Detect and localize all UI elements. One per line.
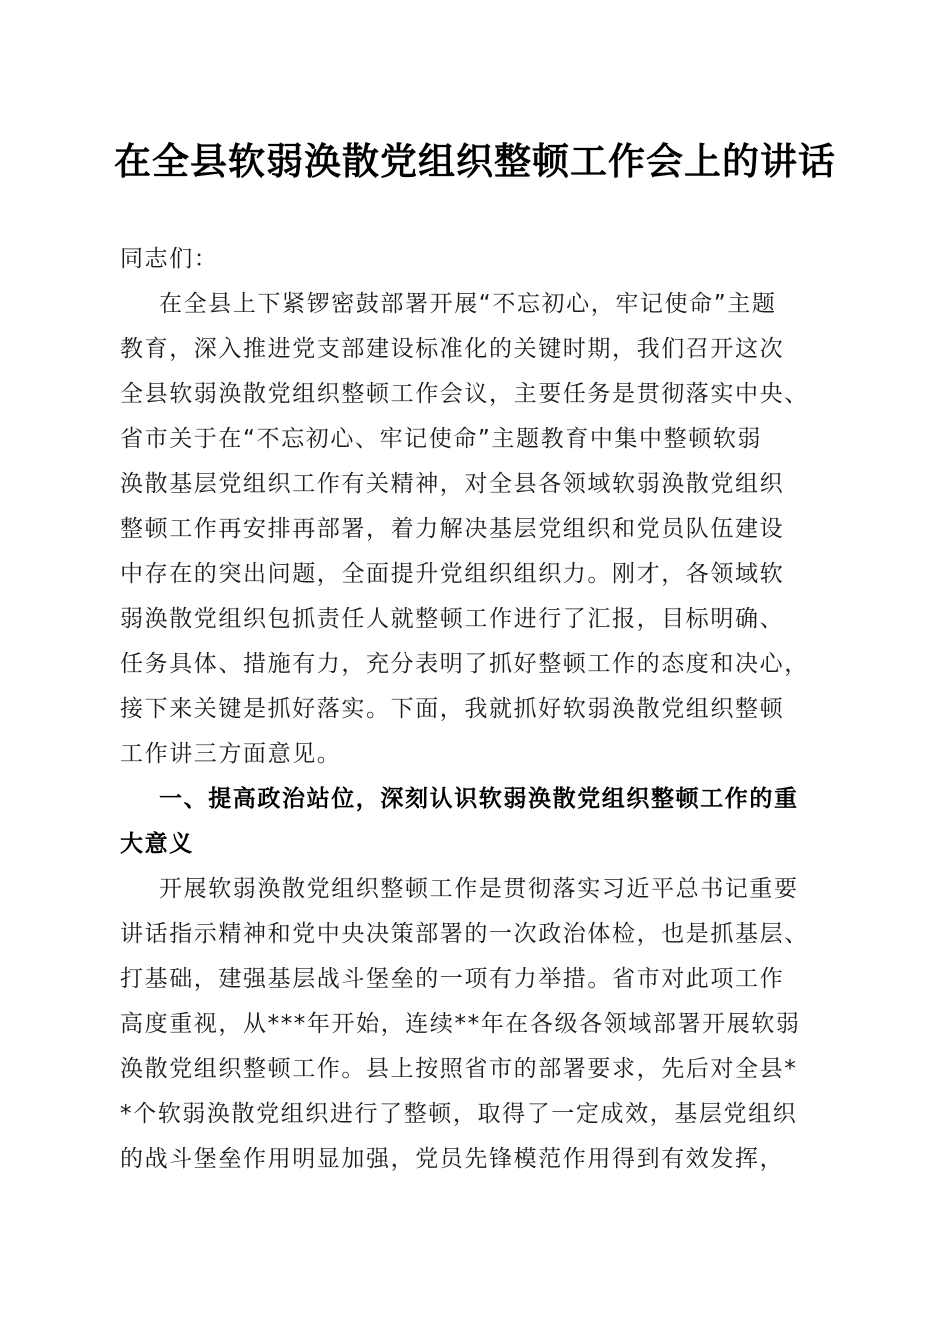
paragraph-line: 教育，深入推进党支部建设标准化的关键时期，我们召开这次 <box>120 336 785 362</box>
paragraph-line: 接下来关键是抓好落实。下面，我就抓好软弱涣散党组织整顿 <box>120 696 785 722</box>
paragraph-line: 高度重视，从***年开始，连续**年在各级各领域部署开展软弱 <box>120 1011 801 1037</box>
paragraph-line: 在全县上下紧锣密鼓部署开展“不忘初心，牢记使命”主题 <box>159 291 777 317</box>
paragraph-2 <box>120 867 840 1182</box>
salutation-text: 同志们： <box>120 246 219 272</box>
paragraph-line: 讲话指示精神和党中央决策部署的一次政治体检，也是抓基层、 <box>120 921 809 947</box>
paragraph-line: *个软弱涣散党组织进行了整顿，取得了一定成效，基层党组织 <box>120 1101 798 1127</box>
paragraph-line: 的战斗堡垒作用明显加强，党员先锋模范作用得到有效发挥， <box>120 1146 785 1172</box>
paragraph-line: 省市关于在“不忘初心、牢记使命”主题教育中集中整顿软弱 <box>120 426 763 452</box>
paragraph-line: 中存在的突出问题，全面提升党组织组织力。刚才，各领域软 <box>120 561 785 587</box>
paragraph-line: 工作讲三方面意见。 <box>120 741 342 767</box>
paragraph-line: 全县软弱涣散党组织整顿工作会议，主要任务是贯彻落实中央、 <box>120 381 809 407</box>
paragraph-line: 整顿工作再安排再部署，着力解决基层党组织和党员队伍建设 <box>120 516 785 542</box>
paragraph-line: 弱涣散党组织包抓责任人就整顿工作进行了汇报，目标明确、 <box>120 606 785 632</box>
paragraph-line: 涣散基层党组织工作有关精神，对全县各领域软弱涣散党组织 <box>120 471 785 497</box>
paragraph-line: 开展软弱涣散党组织整顿工作是贯彻落实习近平总书记重要 <box>159 876 799 902</box>
paragraph-line: 涣散党组织整顿工作。县上按照省市的部署要求，先后对全县* <box>120 1056 798 1082</box>
document-title: 在全县软弱涣散党组织整顿工作会上的讲话 <box>114 139 836 183</box>
section-heading-1 <box>120 777 840 867</box>
salutation <box>120 237 840 282</box>
paragraph-line: 任务具体、措施有力，充分表明了抓好整顿工作的态度和决心， <box>120 651 809 677</box>
heading-line: 大意义 <box>120 831 194 857</box>
paragraph-1 <box>120 282 840 777</box>
heading-line: 一、提高政治站位，深刻认识软弱涣散党组织整顿工作的重 <box>159 786 799 812</box>
paragraph-line: 打基础，建强基层战斗堡垒的一项有力举措。省市对此项工作 <box>120 966 785 992</box>
